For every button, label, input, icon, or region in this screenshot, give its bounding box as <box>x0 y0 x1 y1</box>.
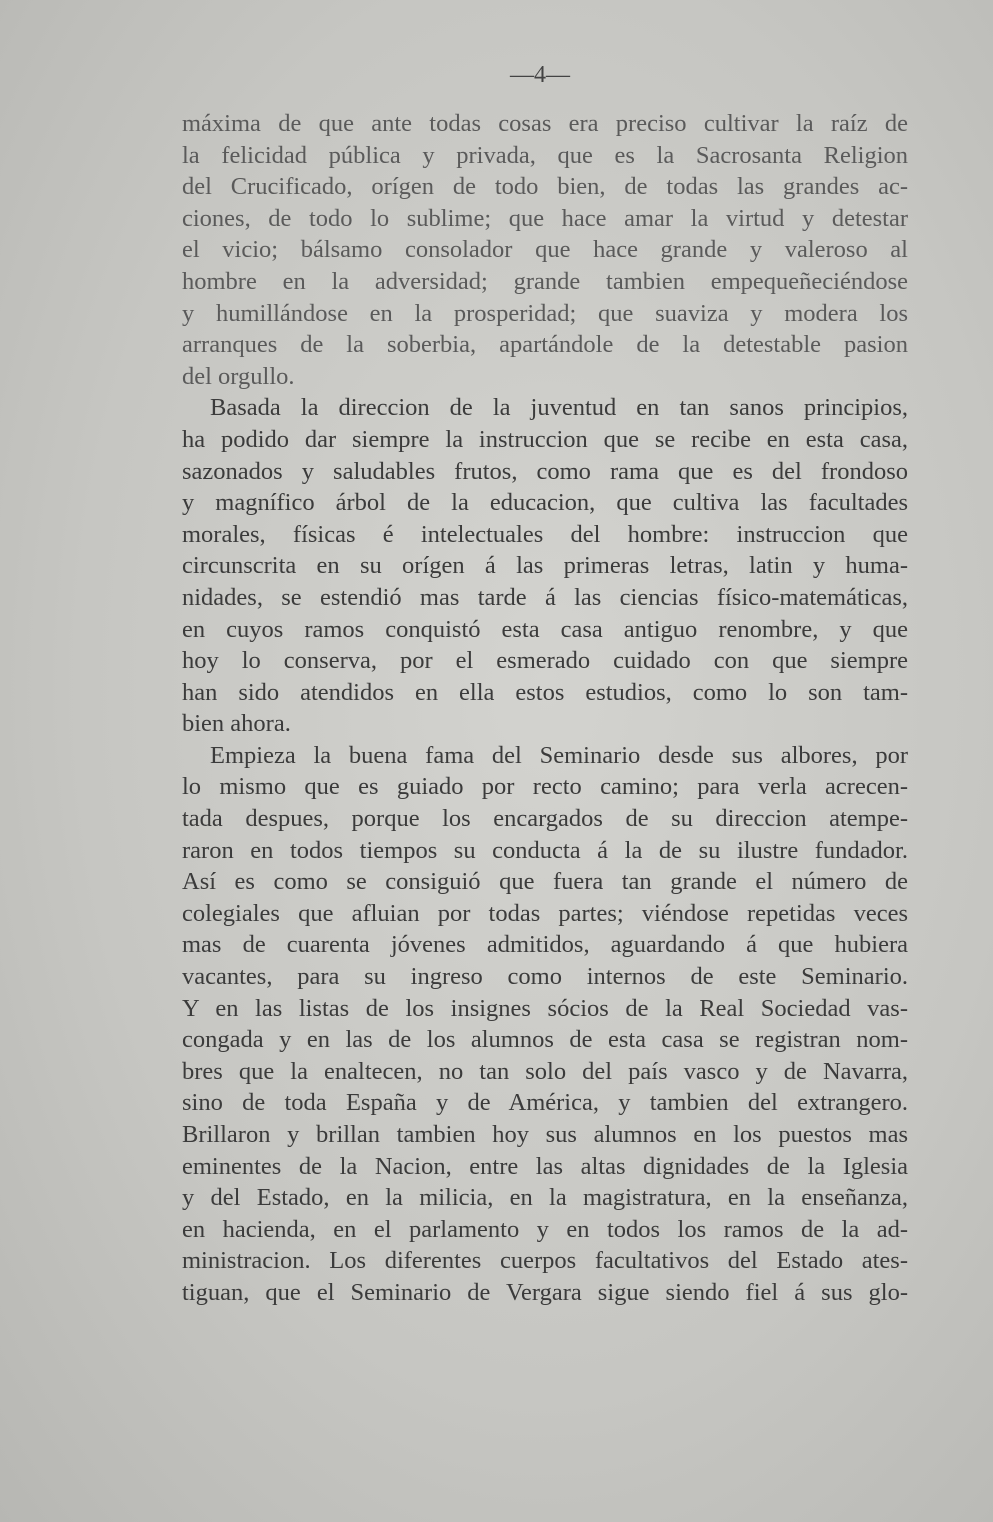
text-line: vacantes, para su ingreso como internos de este Seminario. <box>182 963 908 991</box>
text-line: el vicio; bálsamo consolador que hace grande y valeroso al <box>182 236 908 264</box>
text-line: arranques de la soberbia, apartándole de la detestable pasion <box>182 331 908 359</box>
text-line: y magnífico árbol de la educacion, que cultiva las facultades <box>182 489 908 517</box>
text-line: en hacienda, en el parlamento y en todos los ramos de la ad- <box>182 1215 908 1243</box>
text-line: Y en las listas de los insignes sócios de la Real Sociedad vas- <box>182 994 908 1022</box>
text-line: hombre en la adversidad; grande tambien empequeñeciéndose <box>182 267 908 295</box>
text-line: lo mismo que es guiado por recto camino; para verla acrecen- <box>182 773 908 801</box>
text-line: Así es como se consiguió que fuera tan grande el número de <box>182 868 908 896</box>
text-line: nidades, se estendió mas tarde á las ciencias físico-matemáticas, <box>182 583 908 611</box>
page-number: —4— <box>510 62 570 88</box>
text-line: máxima de que ante todas cosas era preciso cultivar la raíz de <box>182 110 908 137</box>
text-line: Basada la direccion de la juventud en tan sanos principios, <box>210 394 908 422</box>
text-line: sino de toda España y de América, y tambien del extrangero. <box>182 1089 908 1117</box>
text-line: la felicidad pública y privada, que es la Sacrosanta Religion <box>182 141 908 169</box>
paragraph <box>182 740 908 1309</box>
text-line: mas de cuarenta jóvenes admitidos, aguardando á que hubiera <box>182 931 908 959</box>
text-line: sazonados y saludables frutos, como rama que es del frondoso <box>182 457 908 485</box>
text-line: morales, físicas é intelectuales del hombre: instruccion que <box>182 520 908 548</box>
text-line: circunscrita en su orígen á las primeras letras, latin y huma- <box>182 552 908 580</box>
text-line: y humillándose en la prosperidad; que suaviza y modera los <box>182 299 908 327</box>
text-line: del Crucificado, orígen de todo bien, de todas las grandes ac- <box>182 173 908 201</box>
text-line: congada y en las de los alumnos de esta casa se registran nom- <box>182 1026 908 1054</box>
text-line: bres que la enaltecen, no tan solo del país vasco y de Navarra, <box>182 1057 908 1085</box>
text-line: tada despues, porque los encargados de su direccion atempe- <box>182 805 908 833</box>
text-line: en cuyos ramos conquistó esta casa antiguo renombre, y que <box>182 615 908 643</box>
text-line: y del Estado, en la milicia, en la magistratura, en la enseñanza, <box>182 1184 908 1212</box>
text-line: colegiales que afluian por todas partes; viéndose repetidas veces <box>182 899 908 927</box>
text-line: tiguan, que el Seminario de Vergara sigue siendo fiel á sus glo- <box>182 1278 908 1306</box>
text-line: hoy lo conserva, por el esmerado cuidado con que siempre <box>182 647 908 675</box>
text-line: ha podido dar siempre la instruccion que se recibe en esta casa, <box>182 425 908 453</box>
text-line: ministracion. Los diferentes cuerpos facultativos del Estado ates- <box>182 1247 908 1275</box>
text-line: Empieza la buena fama del Seminario desde sus albores, por <box>210 741 908 769</box>
paragraph <box>182 392 908 740</box>
text-line: ciones, de todo lo sublime; que hace amar la virtud y detestar <box>182 204 908 232</box>
paragraph <box>182 108 908 392</box>
text-line: del orgullo. <box>182 362 295 390</box>
text-line: eminentes de la Nacion, entre las altas dignidades de la Iglesia <box>182 1152 908 1180</box>
body-text <box>182 108 908 1309</box>
text-line: bien ahora. <box>182 710 291 738</box>
text-line: han sido atendidos en ella estos estudios, como lo son tam- <box>182 678 908 706</box>
text-line: Brillaron y brillan tambien hoy sus alumnos en los puestos mas <box>182 1121 908 1148</box>
text-line: raron en todos tiempos su conducta á la de su ilustre fundador. <box>182 836 908 864</box>
